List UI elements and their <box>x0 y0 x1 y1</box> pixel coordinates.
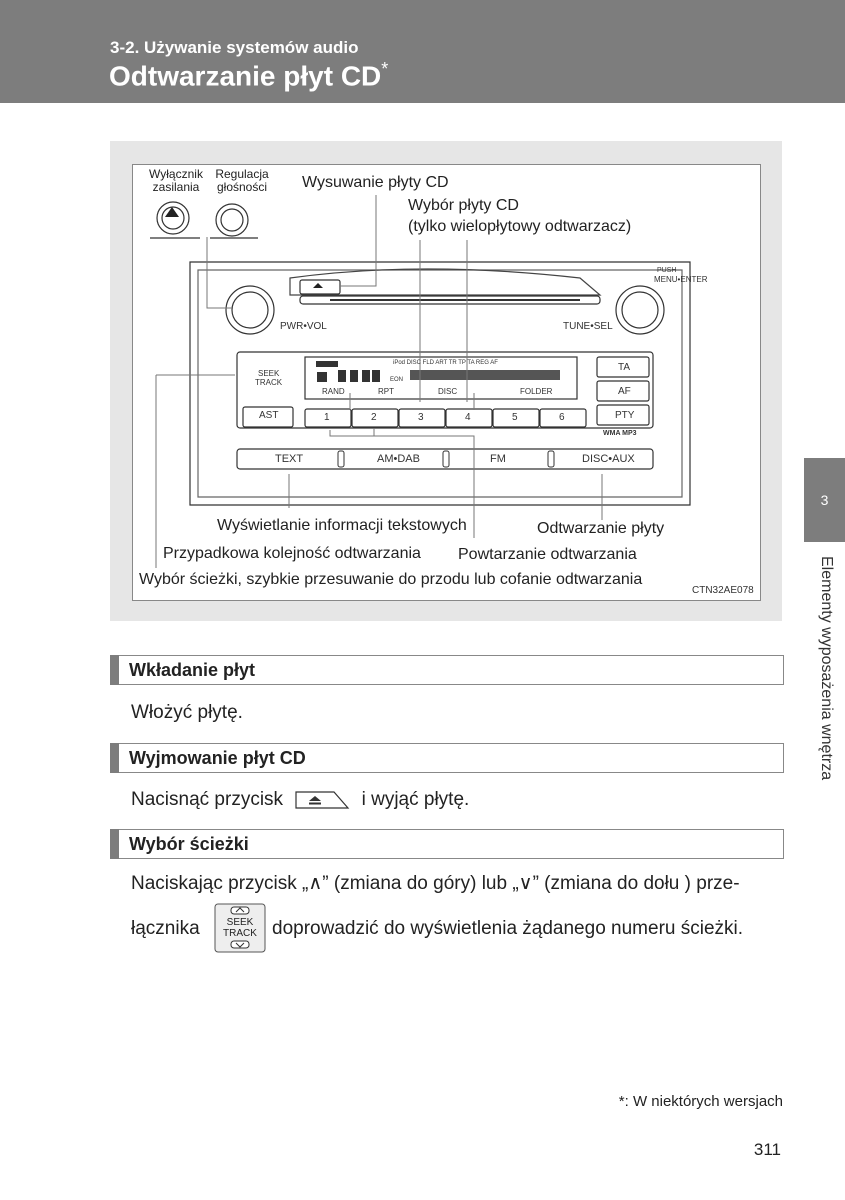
am-dab-button: AM•DAB <box>377 453 420 465</box>
volume-label: Regulacja głośności <box>215 167 269 194</box>
track-text: TRACK <box>223 928 257 939</box>
track-text-line1: Naciskając przycisk „∧” (zmiana do góry) lub „∨” (zmiana do dołu ) prze- <box>131 873 740 894</box>
power-switch-label: Wyłącznik zasilania <box>149 167 203 194</box>
pty-button: PTY <box>615 410 635 421</box>
preset-1: 1 <box>324 412 330 423</box>
seek-text: SEEK <box>226 917 254 928</box>
disc-aux-button: DISC•AUX <box>582 453 635 465</box>
track-label: TRACK <box>255 378 283 387</box>
seek-label: SEEK <box>258 369 280 378</box>
ta-button: TA <box>618 362 631 373</box>
preset-6: 6 <box>559 412 565 423</box>
section-heading-insert: Wkładanie płyt <box>110 655 784 685</box>
display-indicators: iPod DISC FLD ART TR TP TA REG AF <box>393 360 498 366</box>
menu-enter-label: MENU•ENTER <box>654 275 708 284</box>
preset-3: 3 <box>418 412 424 423</box>
section-heading-track: Wybór ścieżki <box>110 829 784 859</box>
random-label: Przypadkowa kolejność odtwarzania <box>163 545 421 562</box>
eject-text: Nacisnąć przycisk i wyjąć płytę. <box>131 789 470 810</box>
disc-select-label: Wybór płyty CD <box>408 197 519 214</box>
insert-text: Włożyć płytę. <box>131 702 243 723</box>
track-text-line2-start: łącznika <box>131 918 200 939</box>
eject-icon <box>294 790 350 810</box>
footnote: *: W niektórych wersjach <box>618 1093 783 1110</box>
section-heading-eject: Wyjmowanie płyt CD <box>110 743 784 773</box>
track-text-line2-end: doprowadzić do wyświetlenia żądanego numeru ścieżki. <box>272 918 744 939</box>
tune-sel-label: TUNE•SEL <box>563 321 613 332</box>
chapter-tab: 3 <box>804 458 845 542</box>
fm-button: FM <box>490 453 506 465</box>
rand-label: RAND <box>322 387 345 396</box>
disc-select-note: (tylko wielopłytowy odtwarzacz) <box>408 218 632 235</box>
repeat-label: Powtarzanie odtwarzania <box>458 546 637 563</box>
figure-code: CTN32AE078 <box>692 585 754 596</box>
preset-5: 5 <box>512 412 518 423</box>
folder-label: FOLDER <box>520 387 553 396</box>
preset-2: 2 <box>371 412 377 423</box>
af-button: AF <box>618 386 631 397</box>
play-label: Odtwarzanie płyty <box>537 520 665 537</box>
ast-button: AST <box>259 410 279 421</box>
pwr-vol-label: PWR•VOL <box>280 321 327 332</box>
text-info-label: Wyświetlanie informacji tekstowych <box>217 517 467 534</box>
disc-label: DISC <box>438 387 458 396</box>
wma-mp3-logo: WMA MP3 <box>603 430 637 437</box>
page-number: 311 <box>753 1140 781 1159</box>
chapter-label: Elementy wyposażenia wnętrza <box>818 556 835 781</box>
push-label: PUSH <box>657 267 677 274</box>
eject-label: Wysuwanie płyty CD <box>302 174 449 191</box>
section-subtitle: 3-2. Używanie systemów audio <box>110 38 359 57</box>
text-button: TEXT <box>275 453 304 465</box>
page-title: Odtwarzanie płyt CD* <box>109 59 389 92</box>
track-select-label: Wybór ścieżki, szybkie przesuwanie do przodu lub cofanie odtwarzania <box>139 571 643 588</box>
eon-label: EON <box>390 377 404 383</box>
preset-4: 4 <box>465 412 471 423</box>
seek-track-switch-icon <box>214 903 266 953</box>
rpt-label: RPT <box>378 387 394 396</box>
